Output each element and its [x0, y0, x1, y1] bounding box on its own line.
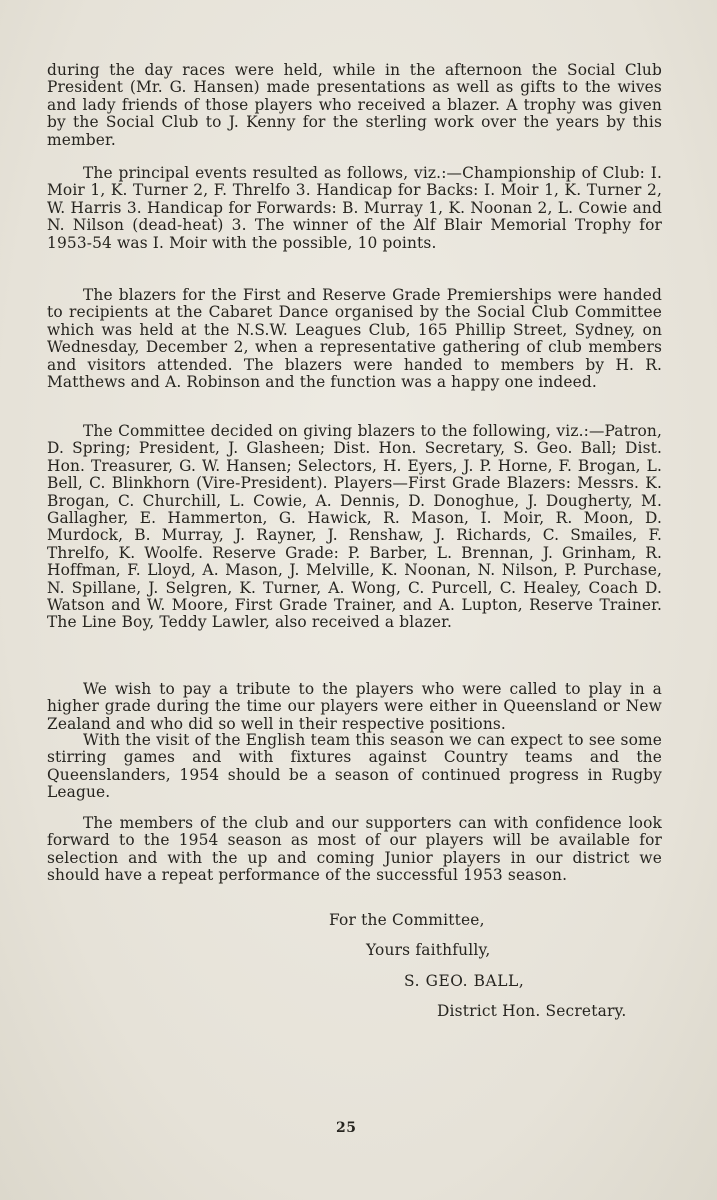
signoff-title: District Hon. Secretary. — [437, 1002, 627, 1020]
paragraph-blazer-recipients: The Committee decided on giving blazers to the following, viz.:—Patron, D. Spring; President, J. Glasheen; Dist. Hon. Secretary, S. Geo. Ball; Dist. Hon. Treasurer, G. W. Hansen; Selectors, H. Eyers, J. P. Horne, F. Brogan, L. Bell, C. Blinkhorn (Vire-President). Players—First Grade Blazers: Messrs. K. Brogan, C. Churchill, L. Cowie, A. Dennis, D. Donoghue, J. Dougherty, M. Gallagher, E. Hammerton, G. Hawick, R. Mason, I. Moir, R. Moon, D. Murdock, B. Murray, J. Rayner, J. Renshaw, J. Richards, C. Smailes, F. Threlfo, K. Woolfe. Reserve Grade: P. Barber, L. Brennan, J. Grinham, R. Hoffman, F. Lloyd, A. Mason, J. Melville, K. Noonan, N. Nilson, P. Purchase, N. Spillane, J. Selgren, K. Turner, A. Wong, C. Purcell, C. Healey, Coach D. Watson and W. Moore, First Grade Trainer, and A. Lupton, Reserve Trainer. The Line Boy, Teddy Lawler, also received a blazer. — [47, 422, 662, 632]
page-number: 25 — [336, 1120, 357, 1136]
signoff-committee: For the Committee, — [329, 911, 485, 929]
signoff-name: S. GEO. BALL, — [404, 972, 525, 990]
paragraph-principal-events: The principal events resulted as follows, viz.:—Championship of Club: I. Moir 1, K. Turner 2, F. Threlfo 3. Handicap for Backs: I. Moir 1, K. Turner 2, W. Harris 3. Handicap for Forwards: B. Murray 1, K. Noonan 2, L. Cowie and N. Nilson (dead-heat) 3. The winner of the Alf Blair Memorial Trophy for 1953-54 was I. Moir with the possible, 10 points. — [47, 164, 662, 252]
signoff-closing: Yours faithfully, — [366, 941, 491, 959]
paragraph-english-team: With the visit of the English team this season we can expect to see some stirring games and with fixtures against Country teams and the Queenslanders, 1954 should be a season of continued progress in Rugby League. — [47, 731, 662, 802]
paragraph-day-races: during the day races were held, while in the afternoon the Social Club President (Mr. G. Hansen) made presentations as well as gifts to the wives and lady friends of those players who received a blazer. A trophy was given by the Social Club to J. Kenny for the sterling work over the years by this member. — [47, 61, 662, 149]
paragraph-tribute: We wish to pay a tribute to the players who were called to play in a higher grade during the time our players were either in Queensland or New Zealand and who did so well in their respective positions. — [47, 680, 662, 733]
paragraph-1954-season: The members of the club and our supporters can with confidence look forward to the 1954 season as most of our players will be available for selection and with the up and coming Junior players in our district we should have a repeat performance of the successful 1953 season. — [47, 814, 662, 885]
paragraph-blazers-presentation: The blazers for the First and Reserve Grade Premierships were handed to recipients at the Cabaret Dance organised by the Social Club Committee which was held at the N.S.W. Leagues Club, 165 Phillip Street, Sydney, on Wednesday, December 2, when a representative gathering of club members and visitors attended. The blazers were handed to members by H. R. Matthews and A. Robinson and the function was a happy one indeed. — [47, 286, 662, 392]
